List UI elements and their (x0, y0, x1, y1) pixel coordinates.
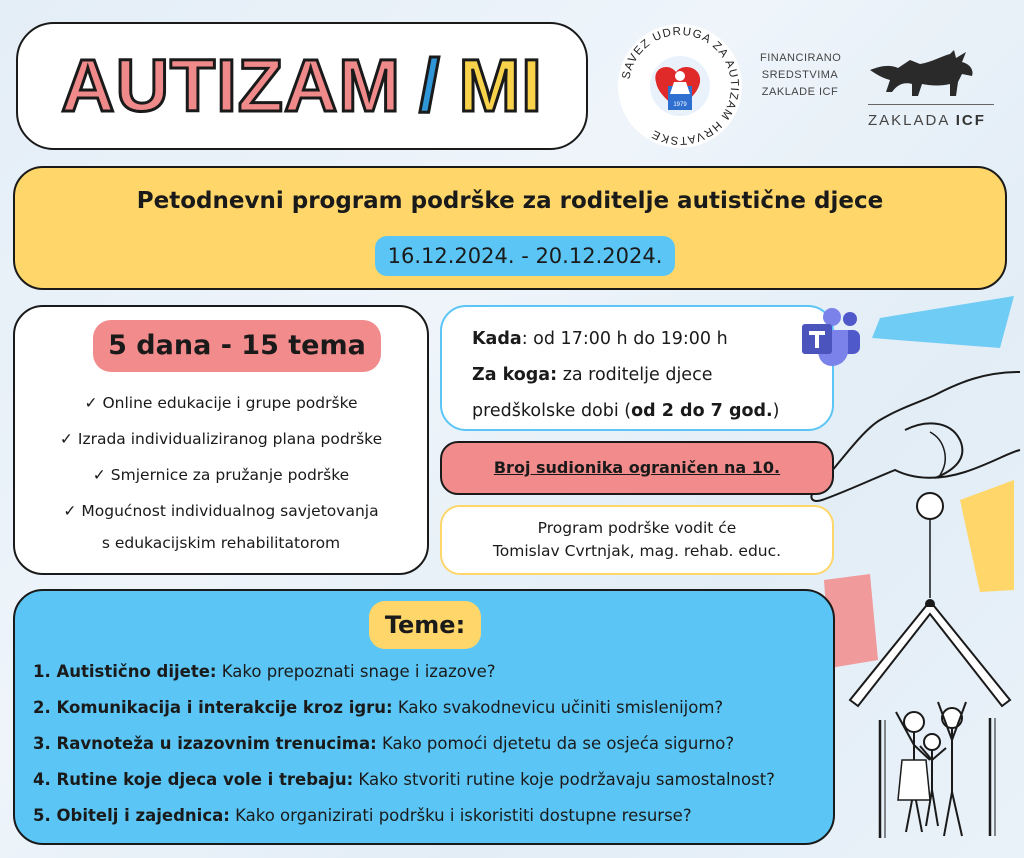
program-lead-panel (440, 505, 834, 575)
icf-divider (868, 104, 994, 105)
funding-line-1: FINANCIRANO (760, 52, 842, 64)
list-item: ✓ Online edukacije i grupe podrške (84, 394, 358, 412)
lead-line-2: Tomislav Cvrtnjak, mag. rehab. educ. (492, 542, 782, 560)
title-slash: / (419, 44, 441, 127)
features-list (15, 385, 427, 561)
list-item: ✓ Mogućnost individualnog savjetovanja (63, 502, 379, 520)
topics-title: Teme: (369, 601, 481, 649)
association-ring-text: SAVEZ UDRUGA ZA AUTIZAM HRVATSKE (620, 25, 741, 147)
title-mi: MI (458, 44, 543, 127)
topics-panel (13, 589, 835, 845)
list-item: 4. Rutine koje djeca vole i trebaju: Kako stvoriti rutine koje podržavaju samostalnost? (33, 770, 775, 789)
program-features-panel (13, 305, 429, 575)
list-item: 3. Ravnoteža u izazovnim trenucima: Kako pomoći djetetu da se osjeća sigurno? (33, 734, 735, 753)
funding-line-2: SREDSTVIMA (761, 69, 839, 81)
check-icon: ✓ (84, 394, 98, 412)
microsoft-teams-icon (800, 308, 862, 366)
bull-icon (862, 48, 980, 98)
title-banner (16, 22, 588, 150)
icf-name-bold: ICF (955, 112, 986, 129)
funding-note (760, 50, 840, 101)
schedule-when: Kada: od 17:00 h do 19:00 h (472, 329, 728, 349)
list-item: 5. Obitelj i zajednica: Kako organizirati podršku i iskoristiti dostupne resurse? (33, 806, 692, 825)
program-title: Petodnevni program podrške za roditelje autistične djece (136, 188, 884, 214)
page-title (61, 44, 543, 127)
check-icon: ✓ (92, 466, 106, 484)
association-year: 1979 (673, 102, 687, 108)
icf-name-prefix: ZAKLADA (868, 112, 950, 129)
participant-limit-badge: Broj sudionika ograničen na 10. (440, 441, 834, 495)
schedule-panel (440, 305, 834, 431)
association-logo (616, 22, 744, 150)
list-item: ✓ Smjernice za pružanje podrške (92, 466, 350, 484)
program-banner (13, 166, 1007, 290)
check-icon: ✓ (59, 430, 73, 448)
list-item-continuation: s edukacijskim rehabilitatorom (101, 534, 341, 552)
list-item: 2. Komunikacija i interakcije kroz igru: Kako svakodnevicu učiniti smislenijom? (33, 698, 724, 717)
funding-line-3: ZAKLADE ICF (761, 86, 839, 98)
list-item: ✓ Izrada individualiziranog plana podrške (59, 430, 383, 448)
title-autizam: AUTIZAM (61, 44, 402, 127)
lead-line-1: Program podrške vodit će (537, 519, 737, 537)
features-title: 5 dana - 15 tema (93, 320, 381, 372)
schedule-age: predškolske dobi (od 2 do 7 god.) (472, 401, 780, 421)
schedule-audience: Za koga: za roditelje djece (472, 365, 713, 385)
program-dates: 16.12.2024. - 20.12.2024. (375, 236, 675, 276)
list-item: 1. Autistično dijete: Kako prepoznati snage i izazove? (33, 662, 496, 681)
check-icon: ✓ (63, 502, 77, 520)
topics-list (33, 654, 775, 834)
icf-foundation-name (868, 112, 994, 129)
